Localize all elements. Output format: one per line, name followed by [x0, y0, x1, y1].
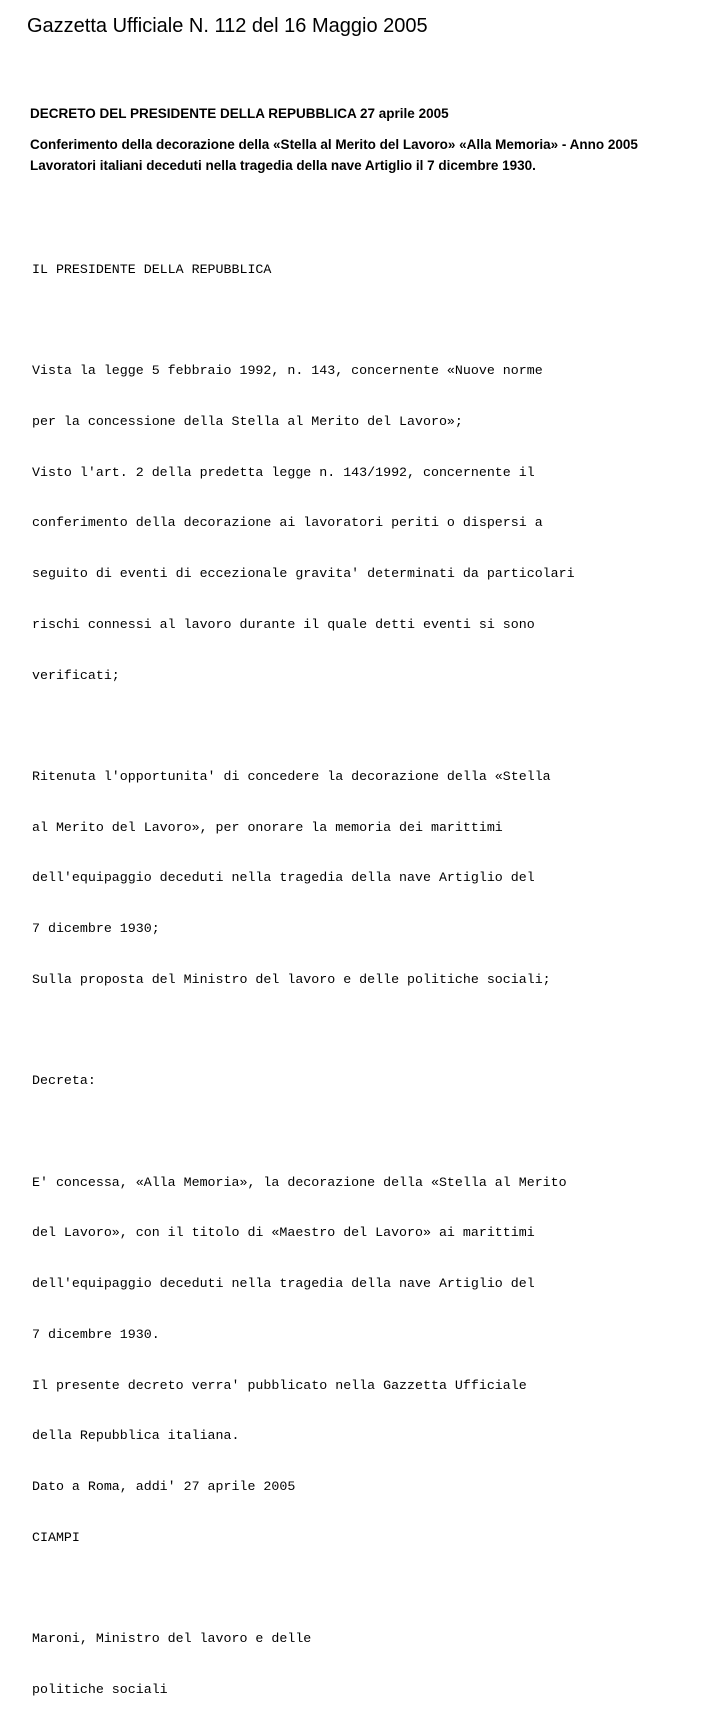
body-line: al Merito del Lavoro», per onorare la memoria dei marittimi — [32, 819, 503, 835]
subtitle-line: Lavoratori italiani deceduti nella tragedia della nave Artiglio il 7 dicembre 1930. — [30, 158, 536, 173]
body-line: Dato a Roma, addi' 27 aprile 2005 — [32, 1479, 296, 1495]
body-line: seguito di eventi di eccezionale gravita' determinati da particolari — [32, 566, 575, 582]
body-line: del Lavoro», con il titolo di «Maestro del Lavoro» ai marittimi — [32, 1225, 535, 1241]
body-line: politiche sociali — [32, 1681, 168, 1697]
body-line — [32, 313, 692, 330]
body-line — [32, 1124, 692, 1141]
body-line — [32, 1581, 692, 1598]
body-line: Vista la legge 5 febbraio 1992, n. 143, concernente «Nuove norme — [32, 363, 543, 379]
body-line: della Repubblica italiana. — [32, 1428, 240, 1444]
subtitle-line: Conferimento della decorazione della «Stella al Merito del Lavoro» «Alla Memoria» - Anno 2005 — [30, 137, 638, 152]
body-line: CIAMPI — [32, 1529, 80, 1545]
body-line: Decreta: — [32, 1073, 96, 1089]
body-line: rischi connessi al lavoro durante il quale detti eventi si sono — [32, 616, 535, 632]
body-line: E' concessa, «Alla Memoria», la decorazione della «Stella al Merito — [32, 1174, 567, 1190]
body-line: dell'equipaggio deceduti nella tragedia della nave Artiglio del — [32, 1276, 535, 1292]
body-line: Il presente decreto verra' pubblicato nella Gazzetta Ufficiale — [32, 1377, 527, 1393]
decree-heading: DECRETO DEL PRESIDENTE DELLA REPUBBLICA 27 aprile 2005 — [30, 106, 449, 121]
body-line: Visto l'art. 2 della predetta legge n. 143/1992, concernente il — [32, 464, 535, 480]
decree-subtitle — [30, 134, 638, 176]
body-line: conferimento della decorazione ai lavoratori periti o dispersi a — [32, 515, 543, 531]
body-line: IL PRESIDENTE DELLA REPUBBLICA — [32, 261, 272, 277]
gazette-title: Gazzetta Ufficiale N. 112 del 16 Maggio 2005 — [27, 15, 428, 37]
body-line — [32, 718, 692, 735]
body-line — [32, 1023, 692, 1040]
body-line: dell'equipaggio deceduti nella tragedia della nave Artiglio del — [32, 870, 535, 886]
decree-body-text — [32, 228, 692, 1716]
body-line: per la concessione della Stella al Merito del Lavoro»; — [32, 413, 463, 429]
body-line: verificati; — [32, 667, 120, 683]
body-line: Maroni, Ministro del lavoro e delle — [32, 1631, 312, 1647]
body-line: Sulla proposta del Ministro del lavoro e delle politiche sociali; — [32, 971, 551, 987]
body-line: 7 dicembre 1930. — [32, 1326, 160, 1342]
body-line: Ritenuta l'opportunita' di concedere la decorazione della «Stella — [32, 769, 551, 784]
body-line: 7 dicembre 1930; — [32, 921, 160, 937]
